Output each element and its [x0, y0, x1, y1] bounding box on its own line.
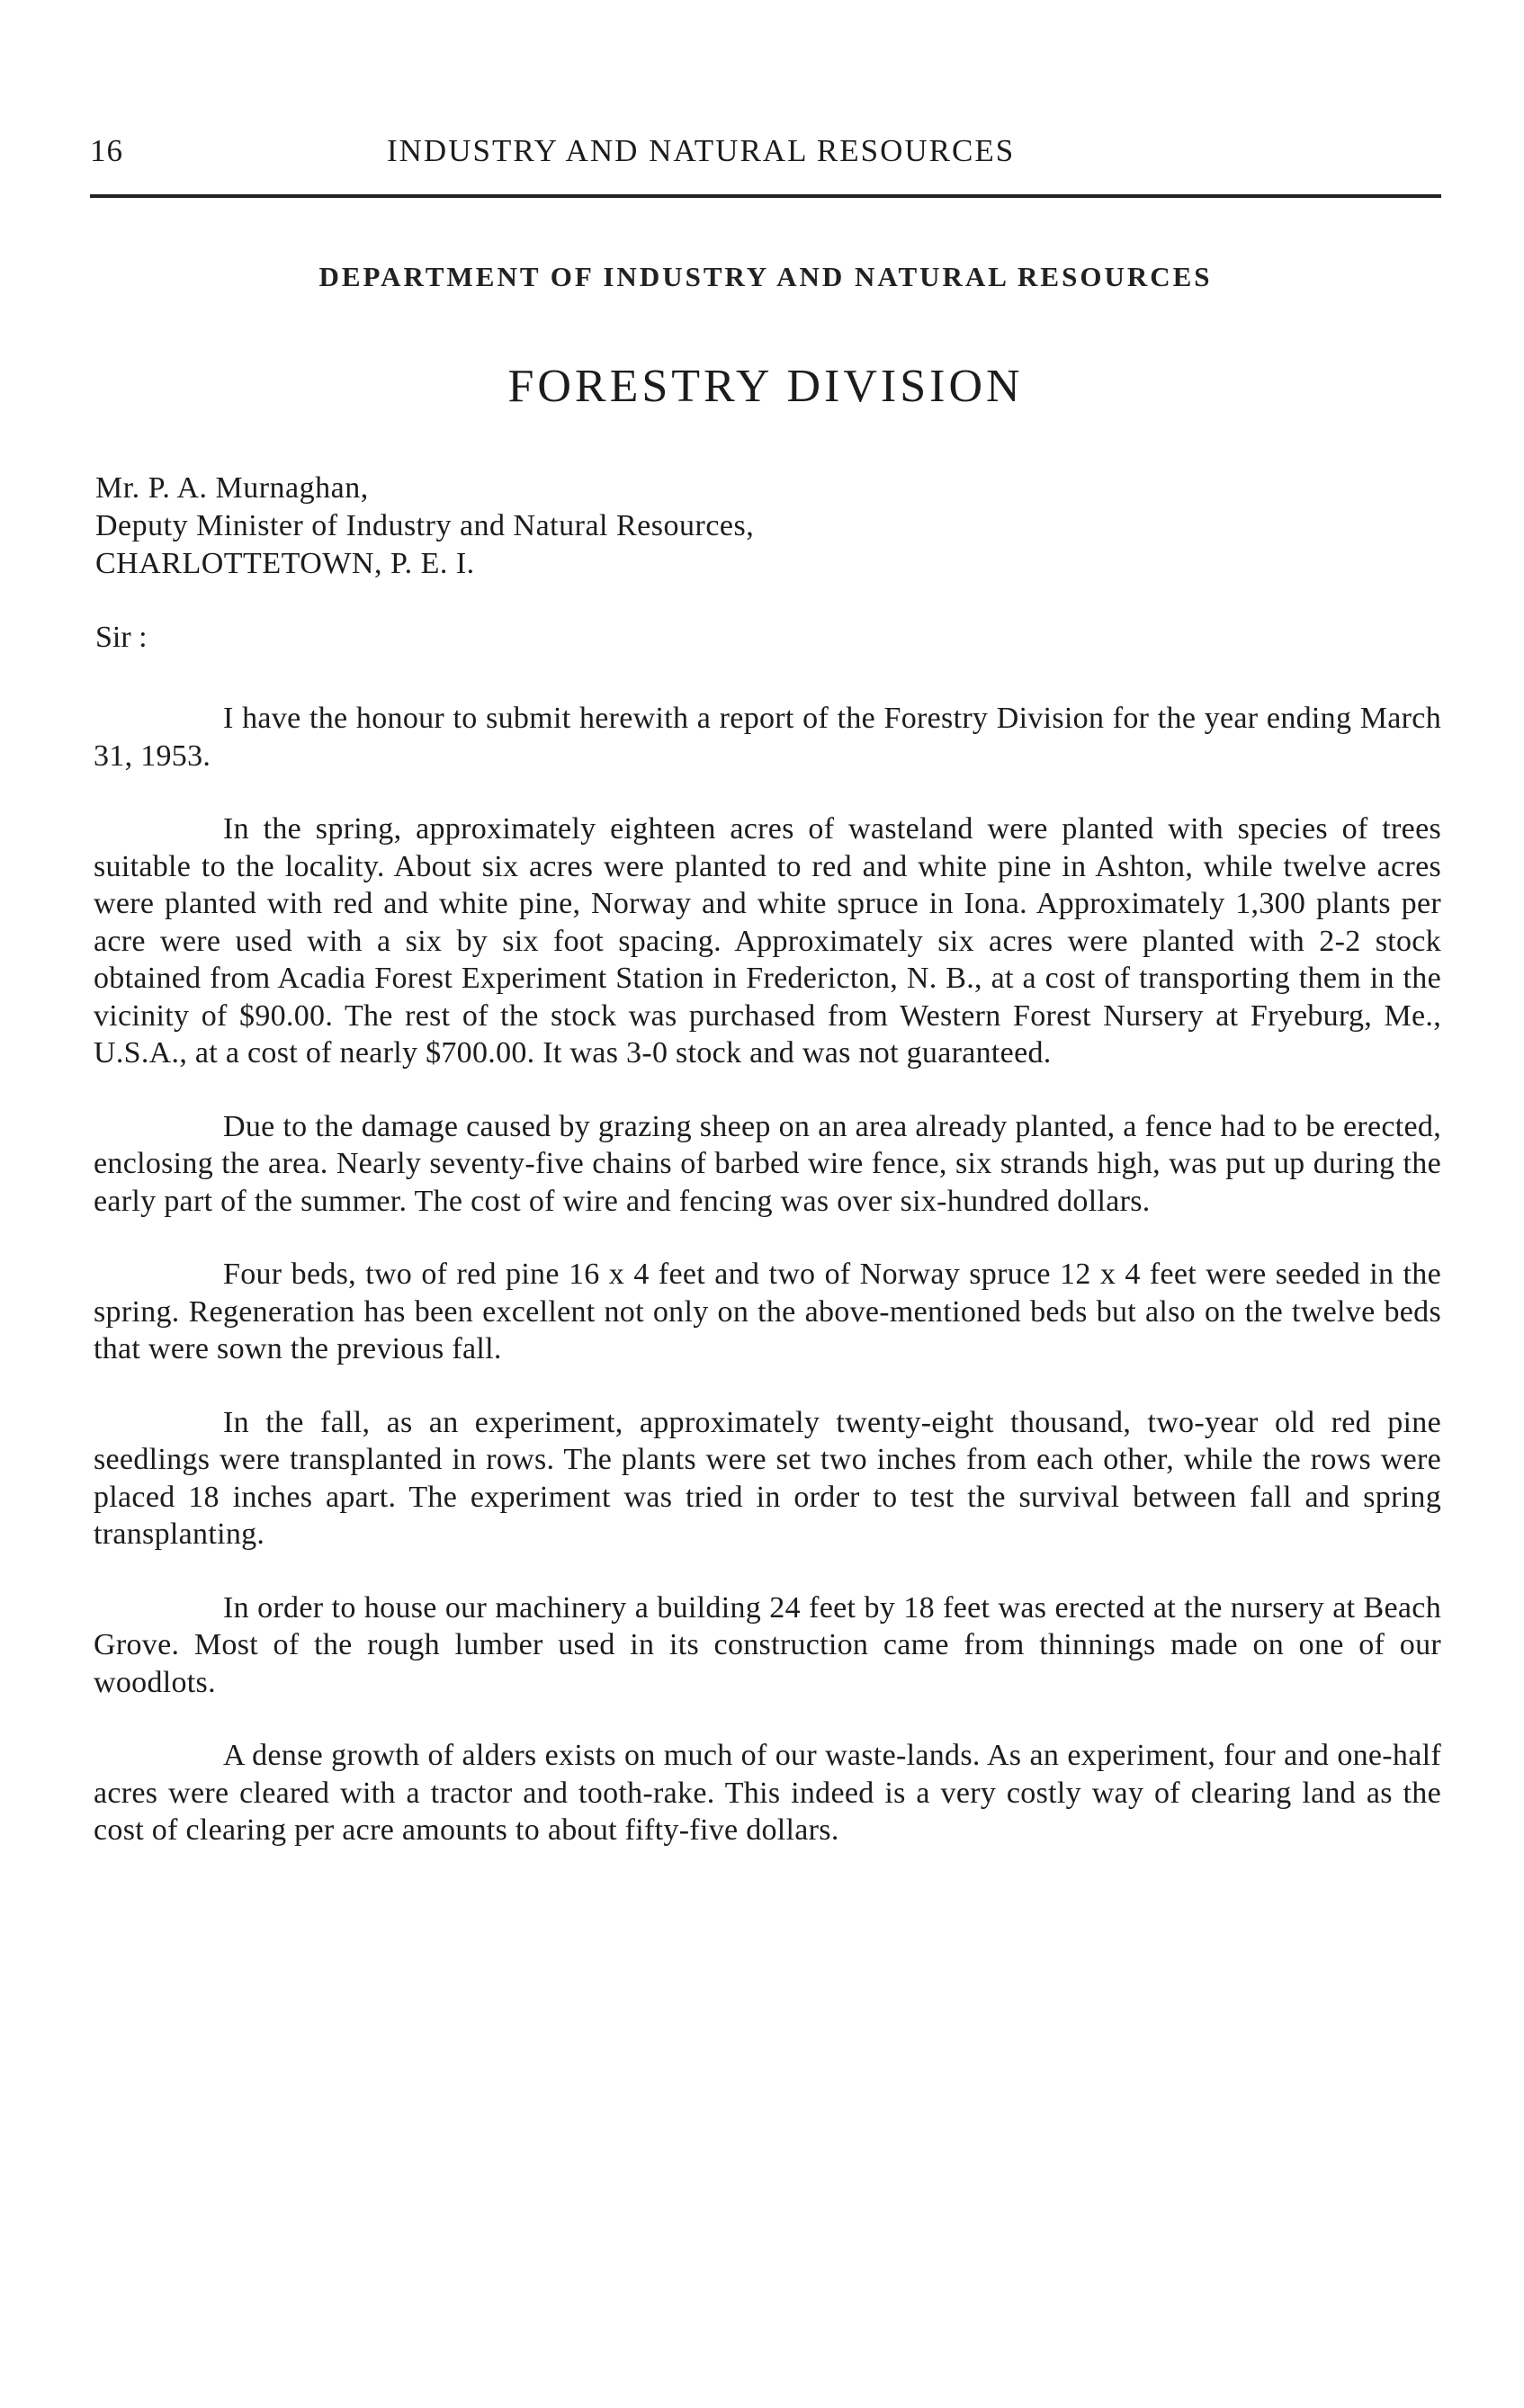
paragraph: In order to house our machinery a building 24 feet by 18 feet was erected at the nursery at Beach Grove. Most of the rough lumber used in its construction came from thinnings made on one of our woodlots. [94, 1590, 1441, 1699]
addressee-location: CHARLOTTETOWN, P. E. I. [95, 547, 475, 580]
department-heading: DEPARTMENT OF INDUSTRY AND NATURAL RESOURCES [318, 261, 1213, 292]
header-rule [90, 194, 1441, 198]
addressee-name: Mr. P. A. Murnaghan, [95, 471, 369, 505]
page-number: 16 [90, 133, 123, 168]
address-block [95, 470, 754, 583]
paragraph: Four beds, two of red pine 16 x 4 feet and two of Norway spruce 12 x 4 feet were seeded in the spring. Regeneration has been excellent not only on the above-mentioned beds but also on the twelve beds that were sown the previous fall. [94, 1258, 1441, 1365]
division-heading: FORESTRY DIVISION [507, 361, 1024, 412]
running-header [90, 133, 1439, 178]
paragraph: Due to the damage caused by grazing sheep on an area already planted, a fence had to be erected, enclosing the area. Nearly seventy-five chains of barbed wire fence, six strands high, was put up during the early part of the summer. The cost of wire and fencing was over six-hundred dollars. [94, 1109, 1441, 1218]
paragraph: In the spring, approximately eighteen acres of wasteland were planted with species of trees suitable to the locality. About six acres were planted to red and white pine in Ashton, while twelve acres were planted with red and white pine, Norway and white spruce in Iona. Approximately 1,300 plants per acre were used with a six by six foot spacing. Approximately six acres were planted with 2-2 stock obtained from Acadia Forest Experiment Station in Fredericton, N. B., at a cost of transporting them in the vicinity of $90.00. The rest of the stock was purchased from Western Forest Nursery at Fryeburg, Me., U.S.A., at a cost of nearly $700.00. It was 3-0 stock and was not guaranteed. [94, 812, 1441, 1070]
salutation: Sir : [95, 621, 148, 654]
addressee-title: Deputy Minister of Industry and Natural Resources, [95, 509, 755, 542]
paragraph: In the fall, as an experiment, approximately twenty-eight thousand, two-year old red pine seedlings were transplanted in rows. The plants were set two inches from each other, while the rows were placed 18 inches apart. The experiment was tried in order to test the survival between fall and spring transplanting. [94, 1405, 1441, 1551]
running-title: INDUSTRY AND NATURAL RESOURCES [387, 133, 1016, 168]
paragraph: I have the honour to submit herewith a report of the Forestry Division for the year ending March 31, 1953. [94, 702, 1441, 773]
report-body [94, 700, 1441, 1885]
paragraph: A dense growth of alders exists on much of our waste-lands. As an experiment, four and one-half acres were cleared with a tractor and tooth-rake. This indeed is a very costly way of clearing land as the cost of clearing per acre amounts to about fifty-five dollars. [94, 1739, 1441, 1847]
